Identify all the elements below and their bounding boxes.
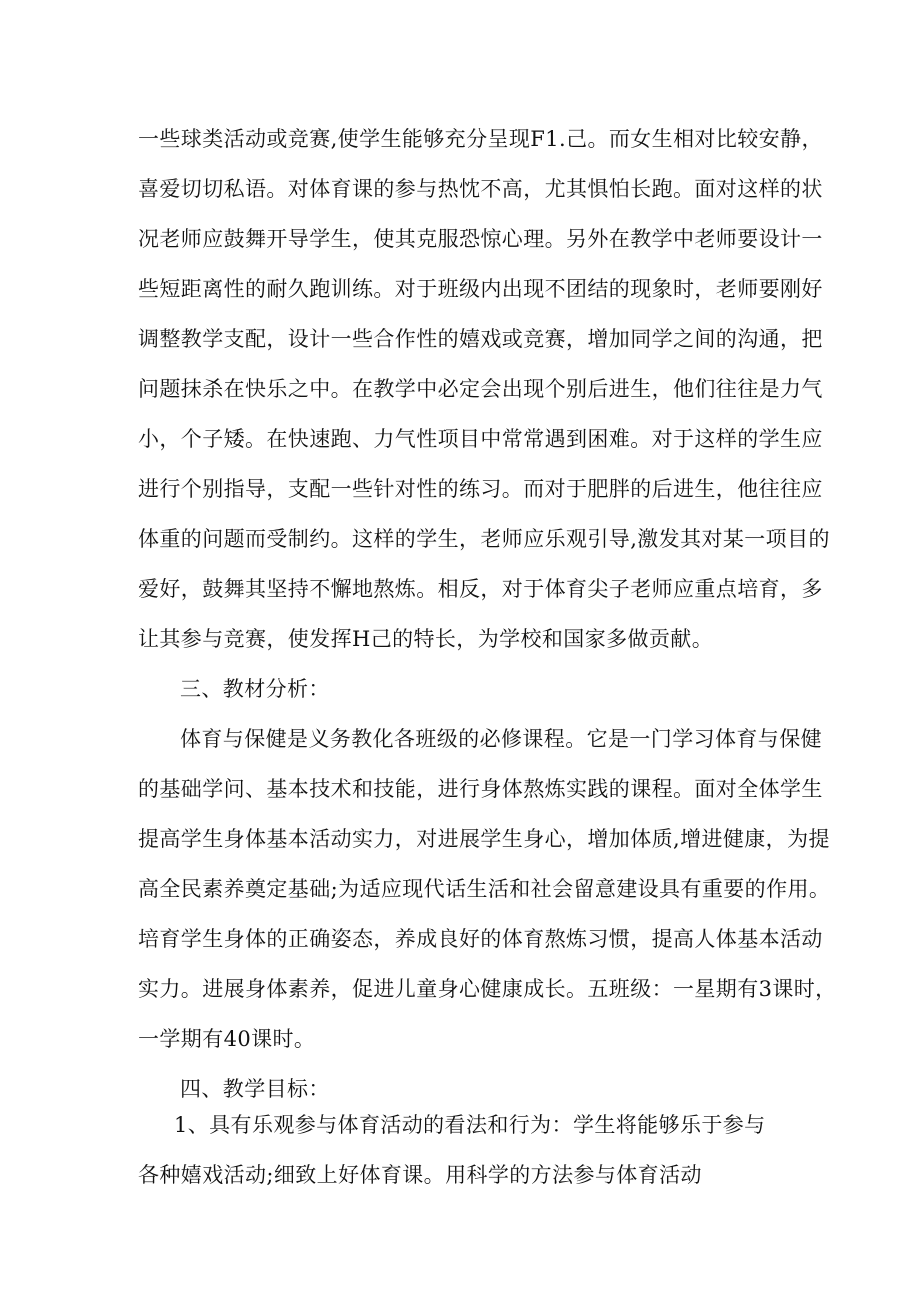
paragraph-line: 高全民素养奠定基础;为适应现代话生活和社会留意建设具有重要的作用。	[138, 877, 831, 901]
paragraph-line: 况老师应鼓舞开导学生，使其克服恐惊心理。另外在教学中老师要设计一	[138, 227, 823, 251]
section-heading: 四、教学目标：	[180, 1077, 330, 1101]
section-heading: 三、教材分析：	[180, 677, 330, 701]
paragraph-line: 一些球类活动或竞赛,使学生能够充分呈现F1.己。而女生相对比较安静，	[138, 127, 823, 151]
paragraph-line: 体育与保健是义务教化各班级的必修课程。它是一门学习体育与保健	[180, 727, 822, 751]
paragraph-line: 喜爱切切私语。对体育课的参与热忱不高，尤其惧怕长跑。面对这样的状	[138, 177, 823, 201]
paragraph-line: 让其参与竞赛，使发挥H己的特长，为学校和国家多做贡献。	[138, 627, 714, 651]
paragraph-line: 培育学生身体的正确姿态，养成良好的体育熬炼习惯，提高人体基本活动	[138, 927, 823, 951]
paragraph-line: 的基础学问、基本技术和技能，进行身体熬炼实践的课程。面对全体学生	[138, 777, 823, 801]
paragraph-line: 爱好，鼓舞其坚持不懈地熬炼。相反，对于体育尖子老师应重点培育，多	[138, 577, 823, 601]
paragraph-line: 一学期有40课时。	[138, 1027, 316, 1051]
paragraph-line: 实力。进展身体素养，促进儿童身心健康成长。五班级：一星期有3课时，	[138, 977, 837, 1001]
paragraph-line: 调整教学支配，设计一些合作性的嬉戏或竞赛，增加同学之间的沟通，把	[138, 327, 823, 351]
paragraph-line: 问题抹杀在快乐之中。在教学中必定会出现个别后进生，他们往往是力气	[138, 377, 823, 401]
paragraph-line: 提高学生身体基本活动实力，对进展学生身心，增加体质,增进健康，为提	[138, 827, 830, 851]
paragraph-line: 些短距离性的耐久跑训练。对于班级内出现不团结的现象时，老师要刚好	[138, 277, 823, 301]
list-item: 1、具有乐观参与体育活动的看法和行为：学生将能够乐于参与	[174, 1113, 766, 1137]
paragraph-line: 体重的问题而受制约。这样的学生，老师应乐观引导,激发其对某一项目的	[138, 527, 830, 551]
paragraph-line: 进行个别指导，支配一些针对性的练习。而对于肥胖的后进生，他往往应	[138, 477, 823, 501]
list-item-continuation: 各种嬉戏活动;细致上好体育课。用科学的方法参与体育活动	[138, 1163, 702, 1187]
paragraph-line: 小，个子矮。在快速跑、力气性项目中常常遇到困难。对于这样的学生应	[138, 427, 823, 451]
